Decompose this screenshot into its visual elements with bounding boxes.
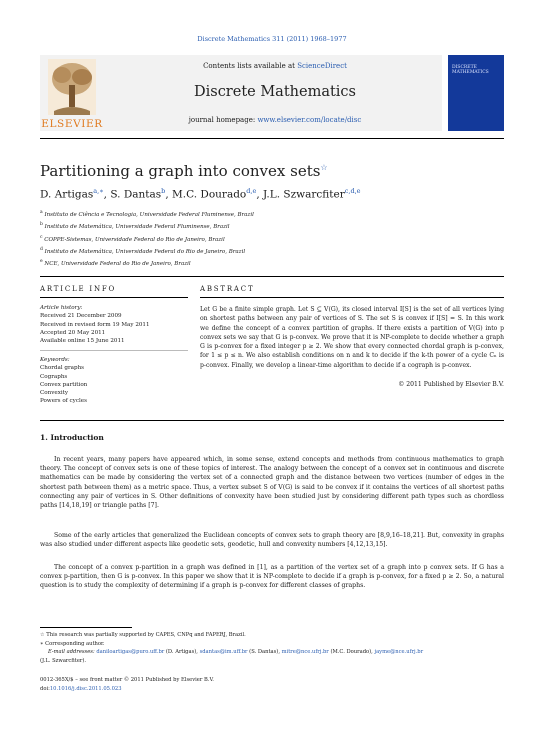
keywords-divider bbox=[40, 350, 188, 351]
affiliation-marker: e bbox=[40, 259, 43, 265]
history-item: Received in revised form 19 May 2011 bbox=[40, 321, 150, 328]
sciencedirect-link[interactable]: ScienceDirect bbox=[297, 62, 347, 70]
author-separator: , bbox=[256, 188, 264, 201]
author-list bbox=[40, 187, 361, 201]
author-name: J.L. Szwarcfiter bbox=[263, 188, 345, 201]
email-link[interactable]: daniloartigas@puro.uff.br bbox=[96, 649, 165, 656]
funding-note-marker[interactable]: ☆ bbox=[320, 163, 328, 172]
affiliation-item bbox=[40, 208, 254, 220]
abstract-body: Let G be a finite simple graph. Let S ⊆ V(G), its closed interval I[S] is the set of all vertices lying on shortest paths between any pair of vertices of S. The set S is convex if I[S] = S. In this work we define the concept of a convex partition of graphs. If there exists a partition of V(G) into p convex sets we say that G is p-convex. We prove that it is NP-complete to decide whether a graph G is p-convex for a fixed integer p ≥ 2. We show that every connected chordal graph is p-convex, for 1 ≤ p ≤ n. We also establish conditions on n and k to decide if the k-th power of a cycle Cₙ is p-convex. Finally, we develop a linear-time algorithm to decide if a cograph is p-convex. bbox=[200, 306, 504, 369]
email-owner: (S. Dantas), bbox=[247, 649, 282, 656]
body-paragraph: Some of the early articles that generalized the Euclidean concepts of convex sets to graph theory are [8,9,16–18,21]. But, convexity in graphs was also studied under different aspects like geodetic sets, geodetic, hull and convexity numbers [4,12,13,15]. bbox=[40, 532, 504, 549]
abstract-end-divider bbox=[40, 420, 504, 421]
body-paragraph: The concept of a convex p-partition in a graph was defined in [1], as a partition of the vertex set of a graph into p convex sets. If G has a convex p-partition, then G is p-convex. In this paper we show that it is NP-complete to decide if a graph is p-convex, for a fixed p ≥ 2. So, a natural question is to study the complexity of determining if a graph is p-convex for different classes of graphs. bbox=[40, 564, 504, 590]
email-label: E-mail addresses: bbox=[48, 649, 97, 656]
keyword-item: Powers of cycles bbox=[40, 398, 87, 405]
keywords-label: Keywords: bbox=[40, 357, 70, 363]
author-affiliation-marker[interactable]: a,∗ bbox=[93, 187, 104, 195]
author-name: M.C. Dourado bbox=[172, 188, 247, 201]
author-name: D. Artigas bbox=[40, 188, 94, 201]
affiliation-text: COPPE-Sistemas, Universidade Federal do Rio de Janeiro, Brazil bbox=[44, 236, 225, 243]
affiliation-text: Instituto de Ciência e Tecnologia, Universidade Federal Fluminense, Brazil bbox=[44, 211, 254, 218]
affiliation-item bbox=[40, 220, 254, 232]
contents-available-line bbox=[110, 62, 440, 70]
email-owner: (D. Artigas), bbox=[164, 649, 200, 656]
author-separator: , bbox=[103, 188, 111, 201]
affiliation-item bbox=[40, 245, 254, 257]
affiliation-list bbox=[40, 208, 254, 270]
history-label: Article history: bbox=[40, 305, 83, 311]
author-affiliation-marker[interactable]: b bbox=[161, 187, 166, 195]
article-info-divider bbox=[40, 297, 188, 298]
homepage-prefix: journal homepage: bbox=[188, 116, 258, 124]
elsevier-wordmark: ELSEVIER bbox=[41, 118, 103, 130]
abstract-divider bbox=[200, 297, 504, 298]
doi-link[interactable]: 10.1016/j.disc.2011.05.023 bbox=[49, 685, 122, 692]
email-link[interactable]: jayme@nce.ufrj.br bbox=[374, 649, 424, 656]
keyword-item: Convexity bbox=[40, 390, 69, 397]
front-matter-info bbox=[40, 676, 214, 693]
doi-line bbox=[40, 685, 214, 694]
affiliation-item bbox=[40, 257, 254, 269]
affiliation-text: Instituto de Matemática, Universidade Federal do Rio de Janeiro, Brazil bbox=[44, 248, 246, 255]
keyword-item: Cographs bbox=[40, 373, 68, 380]
journal-homepage-line bbox=[110, 116, 440, 124]
email-footnote bbox=[40, 648, 504, 657]
email-owner: (M.C. Dourado), bbox=[328, 649, 375, 656]
journal-citation-header[interactable]: Discrete Mathematics 311 (2011) 1968–1977 bbox=[197, 35, 347, 43]
journal-title[interactable]: Discrete Mathematics bbox=[193, 84, 356, 100]
header-divider bbox=[40, 138, 504, 139]
body-paragraph: In recent years, many papers have appeared which, in some sense, extend concepts and methods from continuous mathematics to graph theory. The concept of convex sets is one of these topics of interest. The analogy between the concept of a convex set in continuous and discrete mathematics can be made by considering the vertex set of a connected graph and the distance between two vertices (number of edges in the shortest path between them) as a metric space. Thus, a vertex subset S of V(G) is said to be convex if it contains the vertices of all shortest paths connecting any pair of vertices in S. Other definitions of convexity have been studied just by considering different path types such as chordless paths [14,18,19] or triangle paths [7]. bbox=[40, 456, 504, 510]
author-affiliation-marker[interactable]: c,d,e bbox=[344, 187, 361, 195]
abstract-heading: ABSTRACT bbox=[200, 285, 255, 293]
journal-cover-image[interactable] bbox=[448, 55, 504, 131]
email-footnote-tail: (J.L. Szwarcfiter). bbox=[40, 657, 87, 664]
affiliation-marker: c bbox=[40, 234, 43, 240]
introduction-heading: 1. Introduction bbox=[40, 433, 104, 442]
cover-title: DISCRETE MATHEMATICS bbox=[452, 65, 489, 75]
footnotes bbox=[40, 631, 504, 665]
footnote-divider bbox=[40, 627, 132, 628]
author-name: S. Dantas bbox=[110, 188, 162, 201]
history-item: Accepted 20 May 2011 bbox=[40, 329, 106, 336]
journal-homepage-link[interactable]: www.elsevier.com/locate/disc bbox=[257, 116, 362, 124]
email-link[interactable]: mitre@nce.ufrj.br bbox=[281, 649, 329, 656]
history-item: Received 21 December 2009 bbox=[40, 313, 122, 320]
affiliation-marker: d bbox=[40, 246, 43, 252]
affiliation-item bbox=[40, 233, 254, 245]
affiliation-text: Instituto de Matemática, Universidade Federal Fluminense, Brazil bbox=[44, 224, 230, 231]
keywords-list bbox=[40, 356, 87, 406]
history-item: Available online 15 June 2011 bbox=[40, 338, 125, 345]
article-history bbox=[40, 304, 150, 345]
issn-line: 0012-365X/$ – see front matter © 2011 Published by Elsevier B.V. bbox=[40, 677, 214, 683]
affiliation-divider bbox=[40, 276, 504, 277]
affiliation-text: NCE, Universidade Federal do Rio de Janeiro, Brazil bbox=[44, 261, 191, 268]
keyword-item: Convex partition bbox=[40, 381, 88, 388]
doi-prefix: doi: bbox=[40, 685, 50, 692]
contents-prefix: Contents lists available at bbox=[203, 62, 298, 70]
email-link[interactable]: sdantas@im.uff.br bbox=[199, 649, 248, 656]
abstract-copyright: © 2011 Published by Elsevier B.V. bbox=[398, 381, 504, 388]
corresponding-author-footnote: ∗ Corresponding author. bbox=[40, 640, 105, 647]
article-info-heading: ARTICLE INFO bbox=[40, 285, 117, 293]
funding-footnote: ☆ This research was partially supported by CAPES, CNPq and FAPERJ, Brazil. bbox=[40, 632, 246, 638]
article-title-text: Partitioning a graph into convex sets bbox=[40, 162, 321, 180]
keyword-item: Chordal graphs bbox=[40, 365, 85, 372]
author-separator: , bbox=[165, 188, 172, 201]
affiliation-marker: b bbox=[40, 222, 43, 228]
affiliation-marker: a bbox=[40, 210, 43, 215]
author-affiliation-marker[interactable]: d,e bbox=[246, 187, 257, 195]
article-title bbox=[40, 162, 328, 180]
